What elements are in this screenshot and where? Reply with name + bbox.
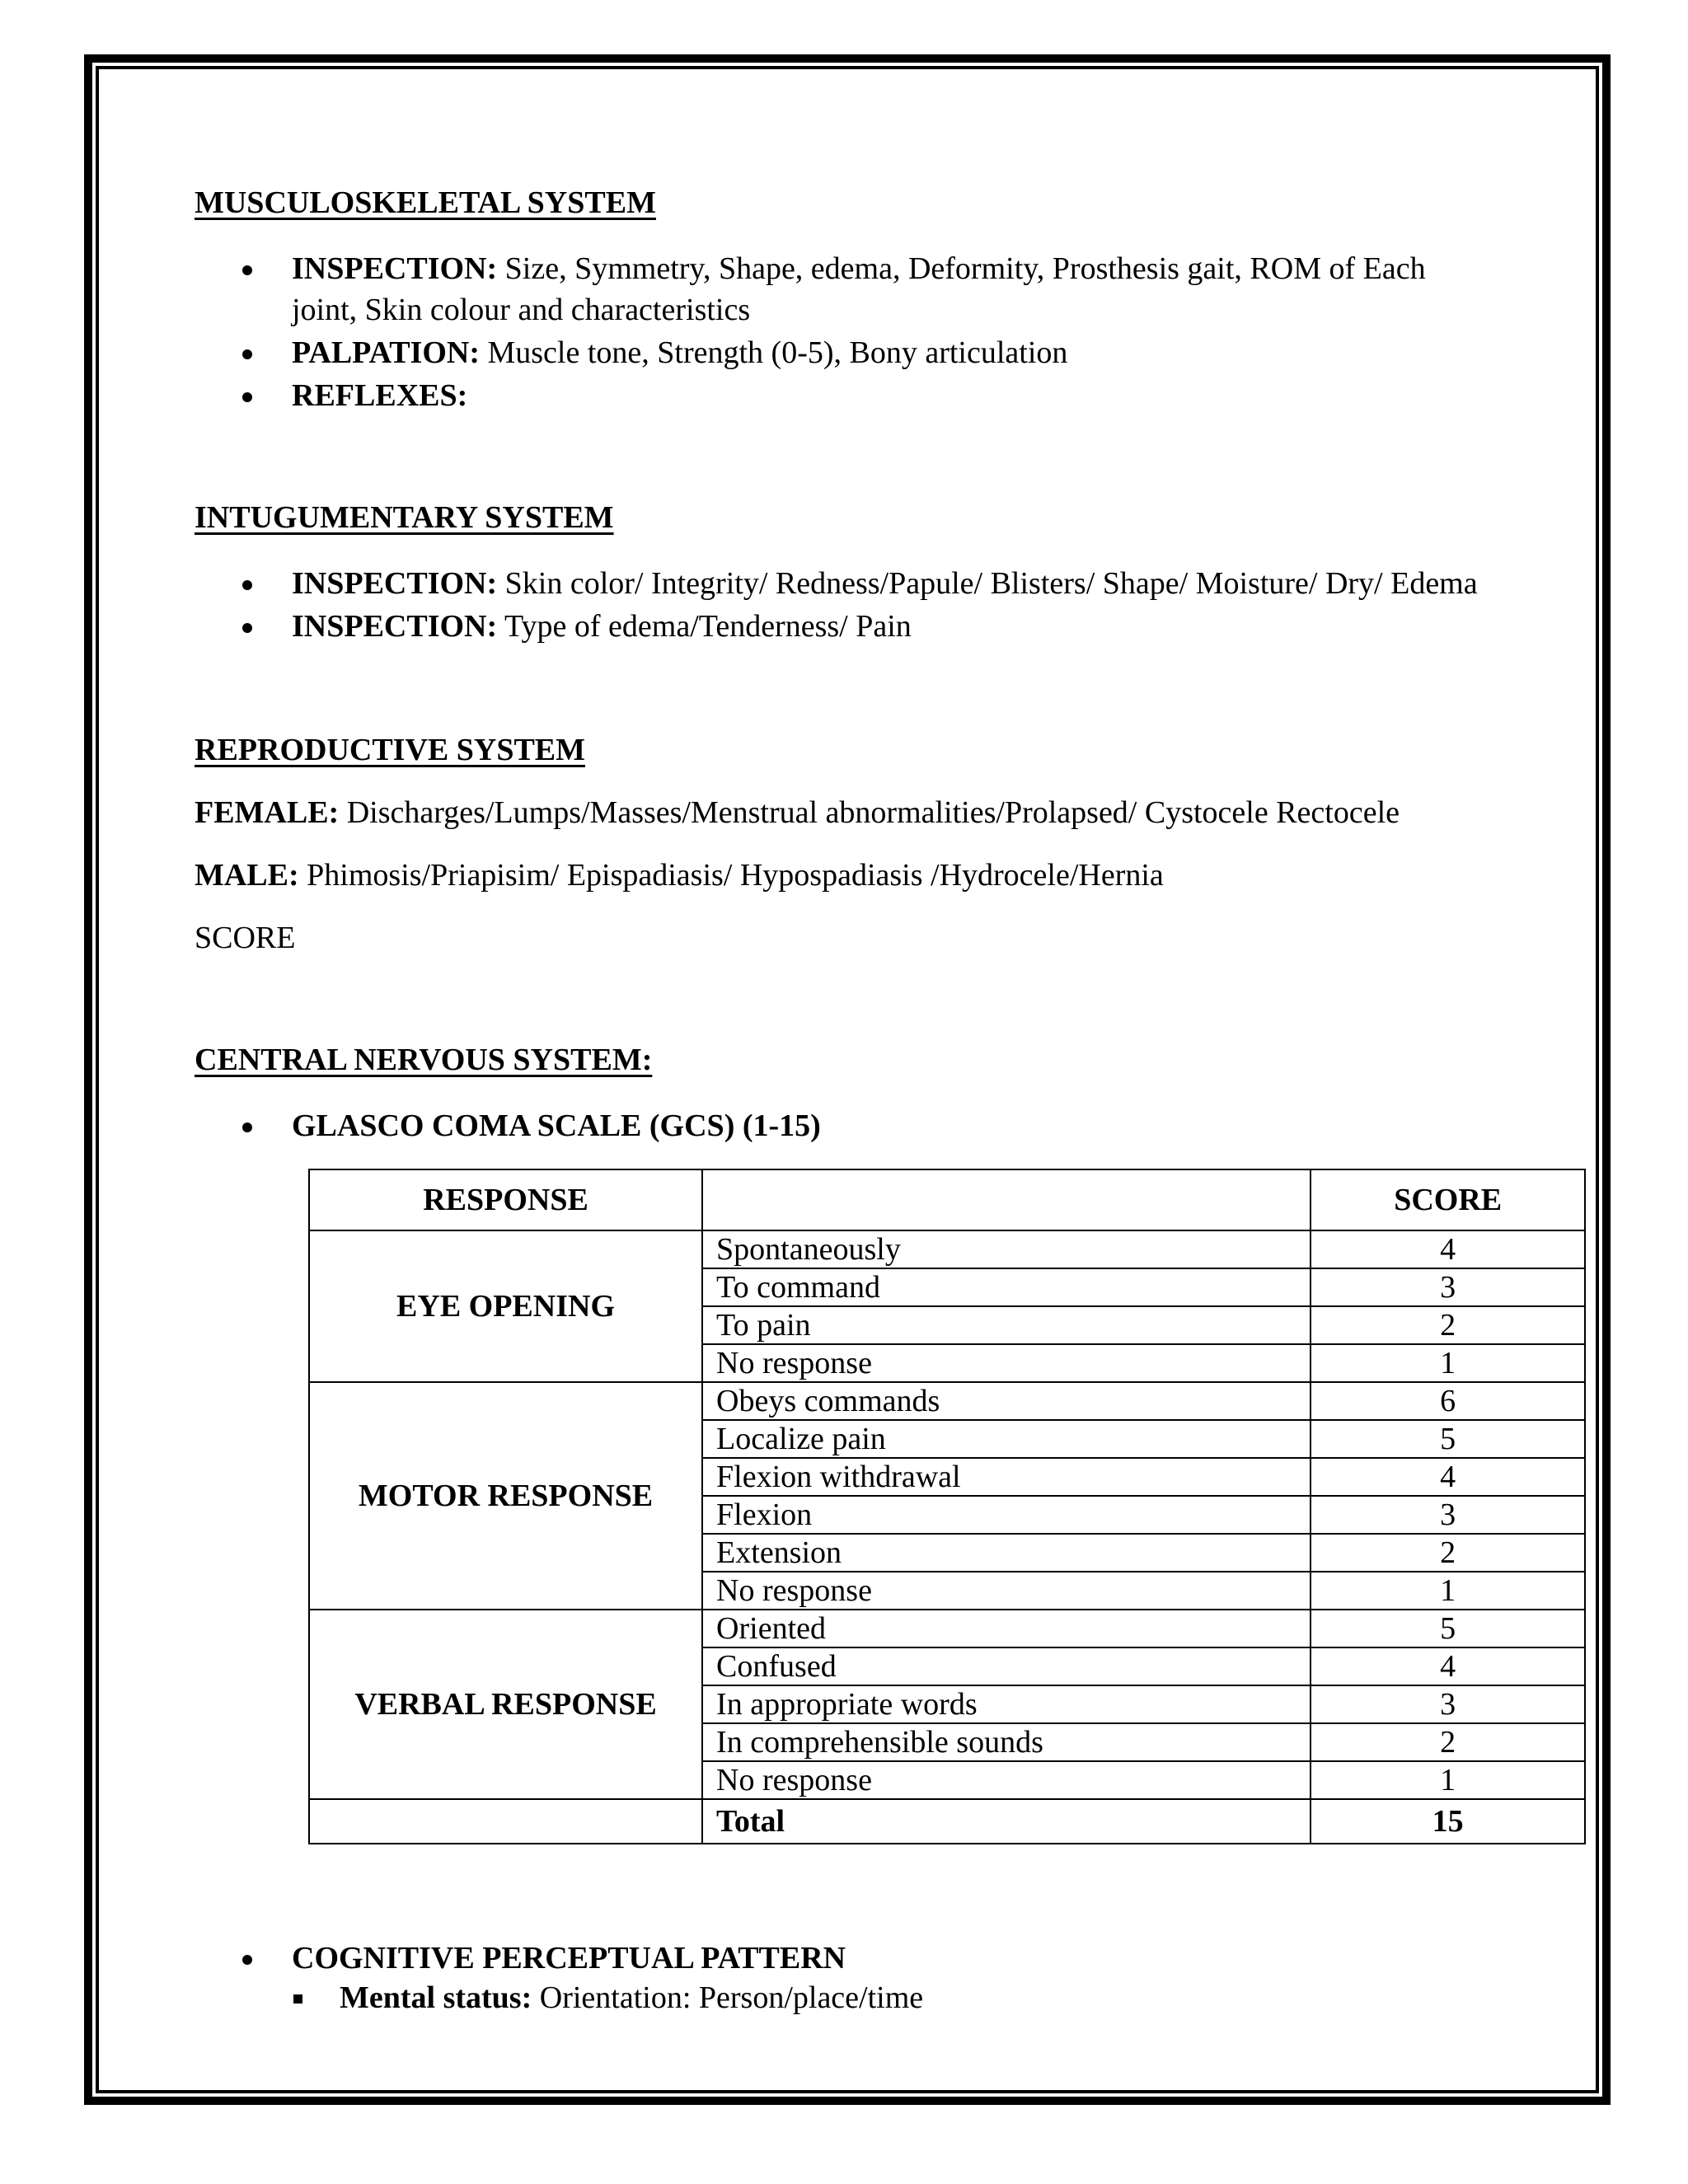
table-row: [309, 1610, 1585, 1647]
row-desc: No response: [702, 1572, 1311, 1610]
bullet-icon: [242, 623, 252, 633]
row-score: 5: [1311, 1610, 1585, 1647]
table-row: [309, 1230, 1585, 1268]
musculoskeletal-reflexes: REFLEXES:: [292, 378, 468, 413]
gcs-table: [308, 1169, 1586, 1844]
header-score: SCORE: [1311, 1169, 1585, 1230]
row-desc: Flexion withdrawal: [702, 1458, 1311, 1496]
gcs-title: GLASCO COMA SCALE (GCS) (1-15): [292, 1108, 821, 1143]
row-score: 3: [1311, 1685, 1585, 1723]
row-desc: To pain: [702, 1306, 1311, 1344]
row-score: 1: [1311, 1761, 1585, 1799]
reproductive-male: MALE: Phimosis/Priapisim/ Epispadiasis/ Hypospadiasis /Hydrocele/Hernia: [195, 858, 1164, 893]
row-desc: To command: [702, 1268, 1311, 1306]
row-score: 4: [1311, 1647, 1585, 1685]
cns-heading: CENTRAL NERVOUS SYSTEM:: [195, 1043, 653, 1077]
row-score: 2: [1311, 1534, 1585, 1572]
bullet-icon: [242, 349, 252, 359]
header-response: RESPONSE: [309, 1169, 702, 1230]
musculoskeletal-palpation: PALPATION: Muscle tone, Strength (0-5), Bony articulation: [292, 335, 1068, 370]
row-score: 1: [1311, 1572, 1585, 1610]
row-desc: Spontaneously: [702, 1230, 1311, 1268]
row-desc: Localize pain: [702, 1420, 1311, 1458]
row-score: 4: [1311, 1458, 1585, 1496]
row-desc: Oriented: [702, 1610, 1311, 1647]
row-score: 3: [1311, 1496, 1585, 1534]
reproductive-heading: REPRODUCTIVE SYSTEM: [195, 733, 586, 767]
category-eye-opening: EYE OPENING: [309, 1230, 702, 1382]
musculoskeletal-heading: MUSCULOSKELETAL SYSTEM: [195, 185, 656, 220]
row-score: 2: [1311, 1306, 1585, 1344]
bullet-icon: [242, 580, 252, 590]
row-score: 4: [1311, 1230, 1585, 1268]
row-desc: Flexion: [702, 1496, 1311, 1534]
row-score: 1: [1311, 1344, 1585, 1382]
row-score: 2: [1311, 1723, 1585, 1761]
musculoskeletal-inspection-cont: joint, Skin colour and characteristics: [292, 293, 751, 327]
category-motor-response: MOTOR RESPONSE: [309, 1382, 702, 1610]
row-desc: No response: [702, 1344, 1311, 1382]
total-label: Total: [702, 1799, 1311, 1844]
table-total-row: [309, 1799, 1585, 1844]
integumentary-heading: INTUGUMENTARY SYSTEM: [195, 500, 614, 535]
table-header-row: [309, 1169, 1585, 1230]
header-blank: [702, 1169, 1311, 1230]
musculoskeletal-inspection: INSPECTION: Size, Symmetry, Shape, edema, Deformity, Prosthesis gait, ROM of Each: [292, 251, 1426, 286]
square-bullet-icon: [293, 1994, 302, 2004]
row-desc: Extension: [702, 1534, 1311, 1572]
bullet-icon: [242, 1955, 252, 1965]
integumentary-inspection-2: INSPECTION: Type of edema/Tenderness/ Pain: [292, 609, 912, 644]
row-desc: In comprehensible sounds: [702, 1723, 1311, 1761]
bullet-icon: [242, 265, 252, 275]
mental-status: Mental status: Orientation: Person/place/time: [340, 1980, 924, 2015]
table-row: [309, 1382, 1585, 1420]
row-score: 5: [1311, 1420, 1585, 1458]
total-blank-cell: [309, 1799, 702, 1844]
row-desc: Obeys commands: [702, 1382, 1311, 1420]
total-score: 15: [1311, 1799, 1585, 1844]
row-desc: No response: [702, 1761, 1311, 1799]
score-label: SCORE: [195, 921, 296, 955]
reproductive-female: FEMALE: Discharges/Lumps/Masses/Menstrual abnormalities/Prolapsed/ Cystocele Rectocele: [195, 795, 1400, 830]
integumentary-inspection-1: INSPECTION: Skin color/ Integrity/ Redness/Papule/ Blisters/ Shape/ Moisture/ Dry/ Edema: [292, 566, 1478, 601]
category-verbal-response: VERBAL RESPONSE: [309, 1610, 702, 1799]
cognitive-title: COGNITIVE PERCEPTUAL PATTERN: [292, 1941, 846, 1975]
bullet-icon: [242, 1122, 252, 1132]
row-desc: Confused: [702, 1647, 1311, 1685]
row-score: 6: [1311, 1382, 1585, 1420]
bullet-icon: [242, 392, 252, 402]
row-score: 3: [1311, 1268, 1585, 1306]
row-desc: In appropriate words: [702, 1685, 1311, 1723]
